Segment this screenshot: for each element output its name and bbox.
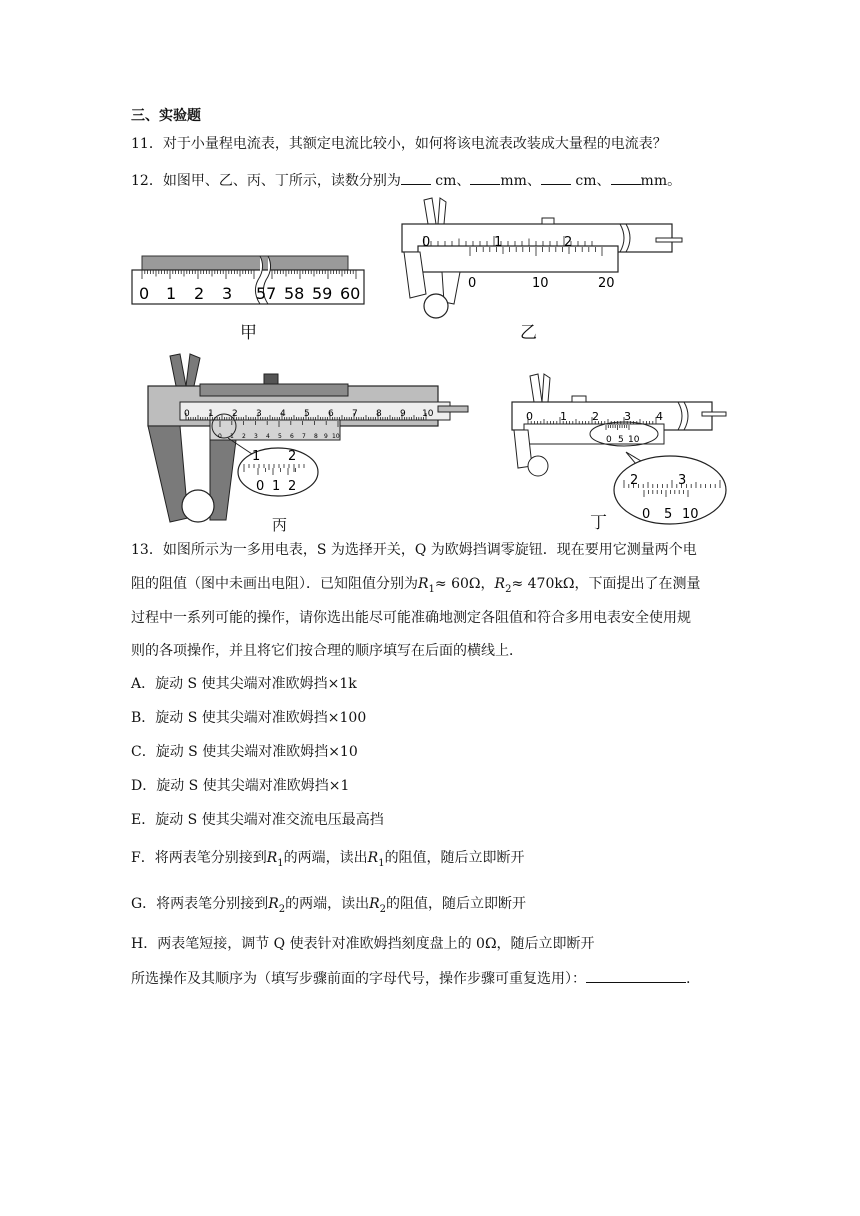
bing-main-4: 4 bbox=[280, 409, 286, 419]
q12-blank-3[interactable] bbox=[541, 170, 571, 185]
r2-symbol: R bbox=[494, 576, 506, 592]
bing-main-8: 8 bbox=[376, 409, 382, 419]
bing-vern-9: 9 bbox=[324, 433, 328, 440]
bing-main-10: 10 bbox=[422, 409, 434, 419]
r1-value: ≈ 60Ω bbox=[434, 576, 481, 592]
ding-vern-10: 10 bbox=[628, 435, 640, 445]
option-g-b: 的两端，读出 bbox=[285, 896, 370, 912]
bing-main-7: 7 bbox=[352, 409, 358, 419]
q12-blank-1[interactable] bbox=[401, 170, 431, 185]
jia-label-1: 1 bbox=[166, 284, 177, 303]
question-12 bbox=[131, 170, 681, 191]
yi-vern-20: 20 bbox=[598, 276, 615, 291]
ding-vern-0: 0 bbox=[606, 435, 612, 445]
r1-symbol: R bbox=[418, 576, 429, 592]
bing-main-3: 3 bbox=[256, 409, 262, 419]
jia-label-59: 59 bbox=[312, 284, 333, 303]
answer-blank[interactable] bbox=[586, 968, 686, 983]
q13-line4: 则的各项操作，并且将它们按合理的顺序填写在后面的横线上． bbox=[131, 643, 523, 659]
figure-ding-caliper bbox=[506, 372, 732, 528]
bing-main-5: 5 bbox=[304, 409, 310, 419]
q13-line2-b: ，下面提出了在测量 bbox=[574, 576, 701, 592]
bing-main-2: 2 bbox=[232, 409, 238, 419]
option-f-a: F．将两表笔分别接到 bbox=[131, 850, 267, 866]
bing-main-6: 6 bbox=[328, 409, 334, 419]
ding-zoom-main-2: 2 bbox=[630, 473, 639, 488]
section-heading: 三、实验题 bbox=[131, 108, 201, 124]
q13-line2-sep: ， bbox=[480, 576, 495, 592]
jia-label-58: 58 bbox=[284, 284, 305, 303]
bing-vern-2: 2 bbox=[242, 433, 246, 440]
option-g-c: 的阻值，随后立即断开 bbox=[386, 896, 527, 912]
caption-ding: 丁 bbox=[590, 513, 607, 533]
option-g-r2-sym-2: R bbox=[369, 896, 380, 912]
bing-main-1: 1 bbox=[208, 409, 214, 419]
bing-zoom-vern-0: 0 bbox=[256, 479, 265, 494]
caption-bing: 丙 bbox=[272, 516, 288, 534]
bing-vern-5: 5 bbox=[278, 433, 282, 440]
q13-line2-a: 阻的阻值（图中未画出电阻）．已知阻值分别为 bbox=[131, 576, 418, 592]
q13-line1: 13．如图所示为一多用电表，S 为选择开关，Q 为欧姆挡调零旋钮．现在要用它测量两个电 bbox=[131, 542, 697, 558]
caption-yi: 乙 bbox=[520, 323, 537, 343]
bing-zoom-vern-1: 1 bbox=[272, 479, 281, 494]
bing-vern-7: 7 bbox=[302, 433, 306, 440]
q13-line3: 过程中一系列可能的操作，请你选出能尽可能准确地测定各阻值和符合多用电表安全使用规 bbox=[131, 610, 691, 626]
figure-bing-caliper bbox=[140, 350, 470, 530]
yi-vern-0: 0 bbox=[468, 276, 477, 291]
ding-main-1: 1 bbox=[560, 410, 567, 423]
yi-main-0: 0 bbox=[422, 235, 431, 250]
jia-label-57: 57 bbox=[256, 284, 277, 303]
ding-zoom-vern-10: 10 bbox=[682, 507, 699, 522]
q12-prefix: 12．如图甲、乙、丙、丁所示，读数分别为 bbox=[131, 173, 401, 189]
q12-blank-4[interactable] bbox=[611, 170, 641, 185]
bing-vern-10: 10 bbox=[332, 433, 340, 440]
q12-sep1: cm、 bbox=[430, 173, 471, 189]
ding-zoom-vern-0: 0 bbox=[642, 507, 651, 522]
bing-vern-3: 3 bbox=[254, 433, 258, 440]
ding-main-0: 0 bbox=[526, 410, 533, 423]
jia-label-3: 3 bbox=[222, 284, 233, 303]
yi-main-1: 1 bbox=[494, 235, 503, 250]
r2-value: ≈ 470kΩ bbox=[511, 576, 575, 592]
bing-vern-1: 1 bbox=[230, 433, 234, 440]
answer-end: . bbox=[686, 971, 691, 987]
answer-line bbox=[131, 968, 690, 989]
figure-jia-ruler bbox=[128, 252, 368, 308]
jia-label-60: 60 bbox=[340, 284, 361, 303]
option-f-r1-sub: 1 bbox=[277, 857, 284, 869]
bing-zoom-vern-2: 2 bbox=[288, 479, 297, 494]
q12-sep3: cm、 bbox=[570, 173, 611, 189]
bing-vern-4: 4 bbox=[266, 433, 270, 440]
bing-zoom-main-1: 1 bbox=[252, 449, 261, 464]
q12-sep2: mm、 bbox=[500, 173, 541, 189]
q13-line2 bbox=[131, 574, 700, 600]
figure-yi-caliper bbox=[398, 194, 688, 322]
r2-subscript: 2 bbox=[505, 583, 512, 595]
option-g-r2-sym: R bbox=[268, 896, 279, 912]
option-h: H．两表笔短接，调节 Q 使表针对准欧姆挡刻度盘上的 0Ω，随后立即断开 bbox=[131, 936, 595, 952]
bing-vern-6: 6 bbox=[290, 433, 294, 440]
ding-zoom-main-3: 3 bbox=[678, 473, 687, 488]
ding-main-3: 3 bbox=[624, 410, 631, 423]
jia-label-0: 0 bbox=[139, 284, 150, 303]
yi-main-2: 2 bbox=[564, 235, 573, 250]
bing-main-0: 0 bbox=[184, 409, 190, 419]
option-f-r1-sub-2: 1 bbox=[378, 857, 385, 869]
q12-blank-2[interactable] bbox=[470, 170, 500, 185]
option-f-c: 的阻值，随后立即断开 bbox=[384, 850, 525, 866]
bing-vern-8: 8 bbox=[314, 433, 318, 440]
ding-vern-5: 5 bbox=[618, 435, 624, 445]
answer-prompt: 所选操作及其顺序为（填写步骤前面的字母代号，操作步骤可重复选用）： bbox=[131, 971, 586, 987]
option-c: C．旋动 S 使其尖端对准欧姆挡×10 bbox=[131, 744, 358, 760]
option-a: A．旋动 S 使其尖端对准欧姆挡×1k bbox=[131, 676, 357, 692]
caption-jia: 甲 bbox=[240, 323, 257, 343]
ding-zoom-vern-5: 5 bbox=[664, 507, 673, 522]
r1-subscript: 1 bbox=[428, 583, 435, 595]
question-11: 11．对于小量程电流表，其额定电流比较小，如何将该电流表改装成大量程的电流表？ bbox=[131, 136, 667, 152]
option-f-b: 的两端，读出 bbox=[283, 850, 368, 866]
option-f bbox=[131, 848, 525, 874]
ding-main-4: 4 bbox=[656, 410, 663, 423]
option-b: B．旋动 S 使其尖端对准欧姆挡×100 bbox=[131, 710, 367, 726]
bing-zoom-main-2: 2 bbox=[288, 449, 297, 464]
ding-main-2: 2 bbox=[592, 410, 599, 423]
yi-vern-10: 10 bbox=[532, 276, 549, 291]
option-f-r1-sym: R bbox=[266, 850, 278, 866]
option-d: D．旋动 S 使其尖端对准欧姆挡×1 bbox=[131, 778, 350, 794]
option-g bbox=[131, 894, 526, 920]
q12-suffix: mm。 bbox=[640, 173, 682, 189]
bing-vern-0: 0 bbox=[218, 433, 222, 440]
option-g-r2-sub: 2 bbox=[278, 903, 286, 915]
option-e: E．旋动 S 使其尖端对准交流电压最高挡 bbox=[131, 812, 384, 828]
bing-main-9: 9 bbox=[400, 409, 406, 419]
jia-label-2: 2 bbox=[194, 284, 205, 303]
option-f-r1-sym-2: R bbox=[367, 850, 379, 866]
option-g-a: G．将两表笔分别接到 bbox=[131, 896, 269, 912]
option-g-r2-sub-2: 2 bbox=[379, 903, 387, 915]
